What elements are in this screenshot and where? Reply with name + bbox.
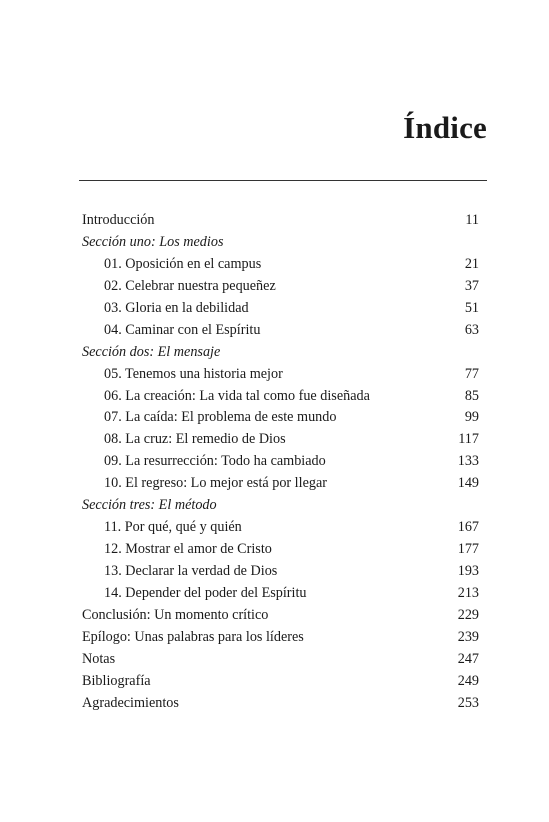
- toc-entry: [82, 517, 479, 539]
- toc-entry-label: 09. La resurrección: Todo ha cambiado: [104, 453, 326, 470]
- toc-page-number: 213: [457, 584, 479, 601]
- toc-page-number: 63: [464, 321, 479, 338]
- toc-entry: [82, 473, 479, 495]
- toc-entry-label: 05. Tenemos una historia mejor: [104, 365, 283, 382]
- toc-entry-label: 02. Celebrar nuestra pequeñez: [104, 277, 276, 294]
- toc-page-number: 239: [457, 628, 479, 645]
- toc-entry-label: 04. Caminar con el Espíritu: [104, 321, 261, 338]
- toc-entry: [82, 671, 479, 693]
- toc-page-number: 85: [464, 387, 479, 404]
- toc-page-number: 253: [457, 694, 479, 711]
- toc-entry-label: 10. El regreso: Lo mejor está por llegar: [104, 475, 327, 492]
- toc-page-number: 193: [457, 563, 479, 579]
- toc-entry-label: 12. Mostrar el amor de Cristo: [104, 541, 272, 558]
- toc-entry-label: Conclusión: Un momento crítico: [82, 606, 269, 623]
- toc-entry: [82, 298, 479, 320]
- toc-page-number: 133: [457, 453, 479, 470]
- toc-entry: [82, 386, 479, 408]
- toc-entry-label: 11. Por qué, qué y quién: [104, 519, 242, 536]
- toc-entry: [82, 561, 479, 583]
- toc-entry-label: Epílogo: Unas palabras para los líderes: [82, 628, 304, 645]
- toc-entry-label: 01. Oposición en el campus: [104, 255, 262, 272]
- toc-entry-label: 14. Depender del poder del Espíritu: [104, 584, 307, 601]
- toc-entry: [82, 539, 479, 561]
- toc-page-number: 117: [458, 431, 479, 448]
- toc-page-number: 21: [464, 255, 479, 272]
- toc-entry: [82, 583, 479, 605]
- toc-entry: [82, 627, 479, 649]
- toc-entry: [82, 649, 479, 671]
- toc-entry: [82, 254, 479, 276]
- toc-entry: [82, 407, 479, 429]
- page-title: Índice: [403, 110, 487, 145]
- toc-entry-label: Agradecimientos: [82, 694, 179, 711]
- toc-entry: [82, 320, 479, 342]
- toc-page-number: 37: [464, 277, 479, 294]
- table-of-contents: [82, 210, 479, 715]
- toc-entry-label: Introducción: [82, 212, 155, 228]
- toc-entry: [82, 605, 479, 627]
- toc-entry-label: Sección dos: El mensaje: [82, 343, 221, 360]
- toc-entry-label: Notas: [82, 650, 116, 667]
- toc-entry-label: 08. La cruz: El remedio de Dios: [104, 431, 286, 448]
- toc-page-number: 229: [457, 606, 479, 623]
- toc-page-number: 99: [464, 409, 479, 426]
- title-divider: [79, 180, 487, 181]
- toc-section-heading: [82, 342, 479, 364]
- toc-page-number: 247: [457, 650, 479, 667]
- toc-entry-label: 06. La creación: La vida tal como fue diseñada: [104, 387, 370, 404]
- toc-section-heading: [82, 232, 479, 254]
- toc-entry-label: 07. La caída: El problema de este mundo: [104, 409, 337, 426]
- toc-entry: [82, 451, 479, 473]
- toc-page-number: 177: [457, 541, 479, 558]
- toc-page-number: 11: [465, 212, 479, 228]
- toc-entry-label: Bibliografía: [82, 672, 151, 689]
- toc-entry: [82, 429, 479, 451]
- toc-page-number: 51: [464, 299, 479, 316]
- toc-entry-label: Sección uno: Los medios: [82, 233, 224, 250]
- toc-page-number: 249: [457, 672, 479, 689]
- toc-entry: [82, 693, 479, 715]
- toc-section-heading: [82, 495, 479, 517]
- toc-entry: [82, 276, 479, 298]
- toc-entry-label: 13. Declarar la verdad de Dios: [104, 563, 278, 579]
- toc-page-number: 167: [457, 519, 479, 536]
- toc-entry-label: 03. Gloria en la debilidad: [104, 299, 249, 316]
- toc-page-number: 77: [464, 365, 479, 382]
- toc-entry: [82, 210, 479, 232]
- toc-entry-label: Sección tres: El método: [82, 497, 217, 514]
- toc-entry: [82, 364, 479, 386]
- toc-page-number: 149: [457, 475, 479, 492]
